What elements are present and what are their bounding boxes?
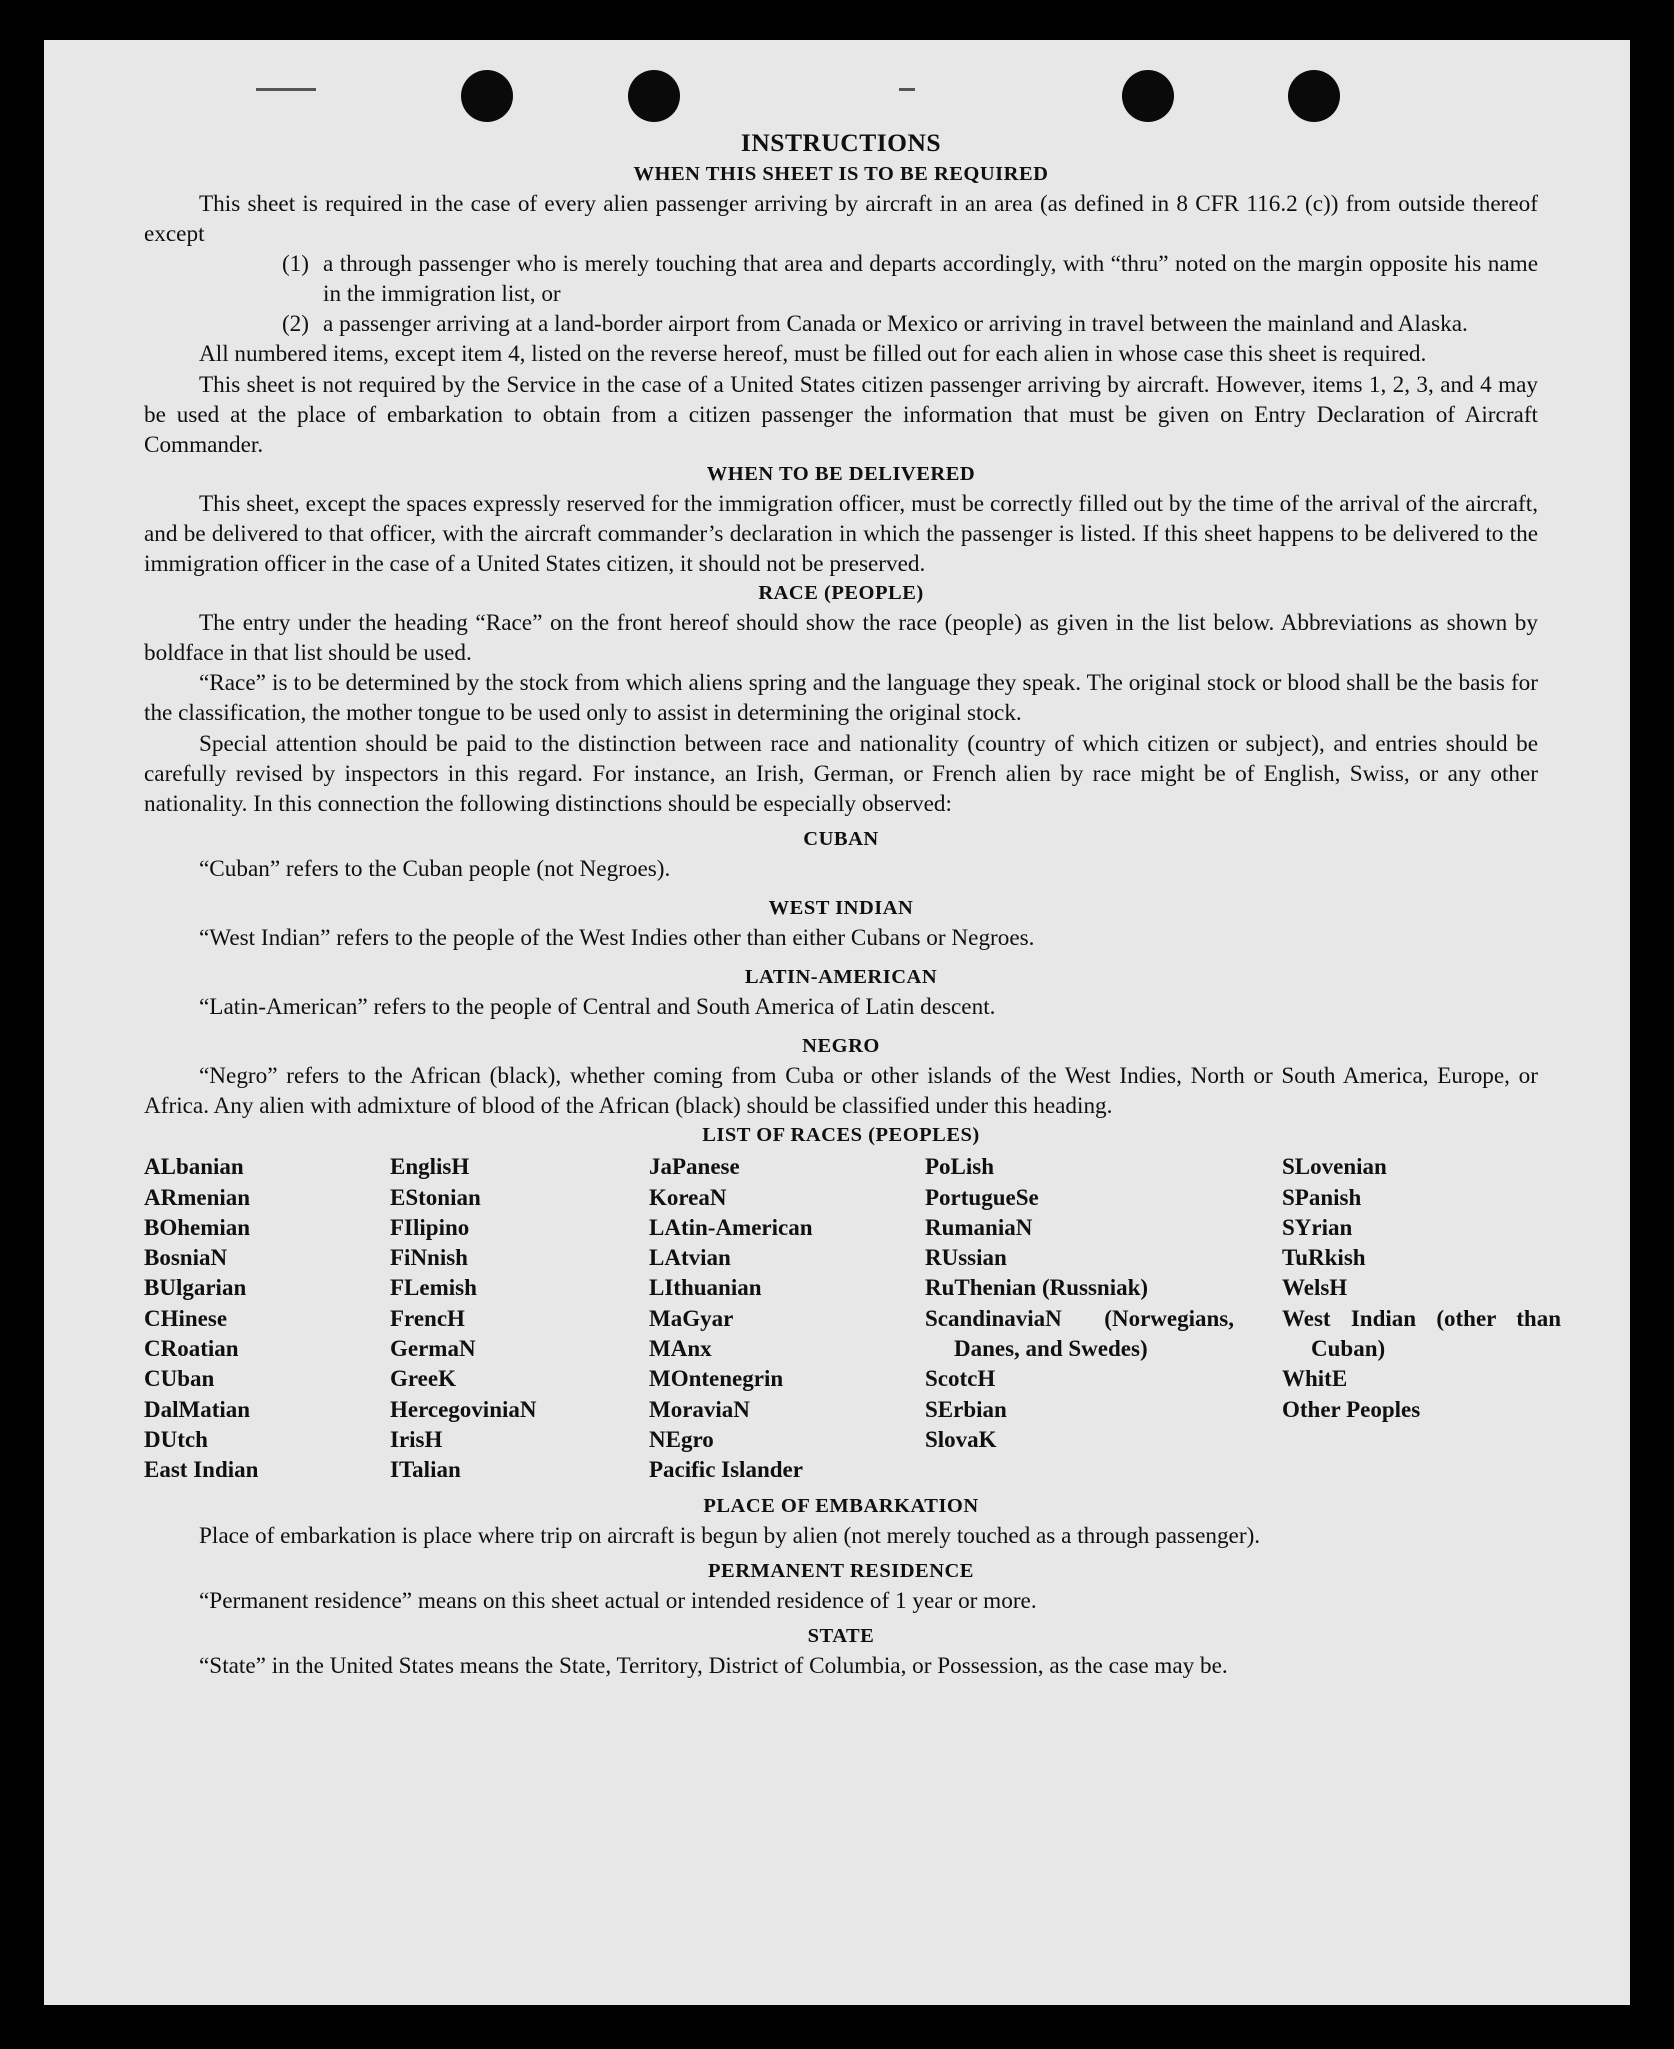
race-entry: FrencH (390, 1305, 465, 1331)
race-entry: CHinese (144, 1305, 228, 1331)
race-entry: FLemish (390, 1275, 477, 1301)
item-text: a through passenger who is merely touching that area and departs accordingly, with “thru” noted on the margin opposite his name in the immigration list, or (323, 251, 1538, 308)
paragraph: This sheet, except the spaces expressly reserved for the immigration officer, must be correctly filled out by the time of the arrival of the aircraft, and be delivered to that officer, with the aircraft commander’s declaration in which the passenger is listed. If this sheet happens to be delivered to the immigration officer in the case of a United States citizen, it should not be preserved. (144, 490, 1538, 578)
race-entry: SYrian (1282, 1214, 1353, 1240)
race-entry: MOntenegrin (649, 1366, 784, 1392)
race-entry: RuThenian (Russniak) (925, 1275, 1149, 1301)
page-title: INSTRUCTIONS (740, 128, 942, 157)
section-heading: PERMANENT RESIDENCE (708, 1559, 974, 1582)
race-entry: WhitE (1282, 1366, 1348, 1392)
race-entry: WelsH (1282, 1275, 1348, 1301)
race-entry: MAnx (649, 1336, 712, 1362)
paragraph: “State” in the United States means the State, Territory, District of Columbia, or Possession, as the case may be. (199, 1652, 1228, 1679)
section-heading: STATE (807, 1624, 875, 1647)
punch-hole (628, 70, 680, 122)
section-heading: LIST OF RACES (PEOPLES) (702, 1124, 980, 1147)
race-entry: PortugueSe (925, 1184, 1039, 1210)
item-number: (1) (281, 251, 309, 278)
race-entry: SPanish (1282, 1184, 1362, 1210)
paragraph: This sheet is not required by the Service in the case of a United States citizen passenger arriving by aircraft. However, items 1, 2, 3, and 4 may be used at the place of embarkation to obtain from a citizen passenger the information that must be given on Entry Declaration of Aircraft Commander. (144, 371, 1538, 458)
races-column (144, 1152, 390, 1485)
scan-mark (256, 88, 316, 91)
races-column (390, 1152, 649, 1485)
paragraph: All numbered items, except item 4, listed on the reverse hereof, must be filled out for each alien in whose case this sheet is required. (199, 341, 1427, 368)
race-entry: ScotcH (925, 1366, 996, 1392)
paragraph: “Permanent residence” means on this sheet actual or intended residence of 1 year or more. (199, 1587, 1037, 1614)
punch-hole (461, 70, 513, 122)
section-heading: WHEN TO BE DELIVERED (706, 462, 976, 485)
race-entry: ITalian (390, 1457, 461, 1483)
race-entry: DUtch (144, 1426, 208, 1452)
race-entry: MaGyar (649, 1305, 734, 1331)
punch-hole (1288, 70, 1340, 122)
section-heading: LATIN-AMERICAN (744, 965, 938, 988)
race-entry: LIthuanian (649, 1275, 762, 1301)
instructions-content (144, 126, 1561, 1681)
race-entry: GermaN (390, 1336, 476, 1362)
race-entry: BUlgarian (144, 1275, 247, 1301)
section-heading: RACE (PEOPLE) (758, 582, 924, 605)
races-list (144, 1152, 1561, 1485)
races-column (1282, 1152, 1561, 1485)
race-entry: LAtvian (649, 1245, 731, 1271)
race-entry: FIlipino (390, 1214, 470, 1240)
race-entry: West Indian (other than Cuban) (1282, 1305, 1561, 1362)
race-entry: East Indian (144, 1457, 259, 1483)
race-entry: HercegoviniaN (390, 1396, 537, 1422)
race-entry: MoraviaN (649, 1396, 750, 1422)
list-item (144, 309, 1538, 339)
section-heading: WEST INDIAN (768, 896, 914, 919)
paragraph: Special attention should be paid to the distinction between race and nationality (country of which citizen or subject), and entries should be carefully revised by inspectors in this regard. For instance, an Irish, German, or French alien by race might be of English, Swiss, or any other nationality. In this connection the following distinctions should be especially observed: (144, 730, 1538, 817)
race-entry: DalMatian (144, 1396, 251, 1422)
race-entry: TuRkish (1282, 1245, 1366, 1271)
section-heading: WHEN THIS SHEET IS TO BE REQUIRED (633, 163, 1049, 185)
scan-mark (899, 88, 915, 91)
paragraph: “Cuban” refers to the Cuban people (not Negroes). (199, 855, 671, 882)
race-entry: Pacific Islander (649, 1457, 803, 1483)
race-entry: BOhemian (144, 1214, 251, 1240)
document-sheet (44, 40, 1630, 2005)
race-entry: SErbian (925, 1396, 1007, 1422)
section-heading: PLACE OF EMBARKATION (703, 1494, 979, 1517)
race-entry: RumaniaN (925, 1214, 1033, 1240)
paragraph: “Latin-American” refers to the people of Central and South America of Latin descent. (199, 993, 996, 1020)
section-heading: NEGRO (802, 1035, 880, 1058)
race-entry: ScandinaviaN (Norwegians, Danes, and Swedes) (925, 1305, 1234, 1362)
race-entry: JaPanese (649, 1154, 740, 1180)
race-entry: GreeK (390, 1366, 456, 1392)
race-entry: LAtin-American (649, 1214, 813, 1240)
race-entry: CUban (144, 1366, 215, 1392)
race-entry: SLovenian (1282, 1154, 1387, 1180)
paragraph: “Negro” refers to the African (black), whether coming from Cuba or other islands of the West Indies, North or South America, Europe, or Africa. Any alien with admixture of blood of the African (black) should be classified under this heading. (144, 1063, 1538, 1120)
race-entry: PoLish (925, 1154, 995, 1180)
race-entry: FiNnish (390, 1245, 468, 1271)
punch-hole (1122, 70, 1174, 122)
race-entry: KoreaN (649, 1184, 727, 1210)
races-column (649, 1152, 925, 1485)
race-entry: ALbanian (144, 1154, 244, 1180)
section-heading: CUBAN (803, 827, 879, 850)
paragraph: The entry under the heading “Race” on the front hereof should show the race (people) as given in the list below. Abbreviations as shown by boldface in that list should be used. (144, 610, 1538, 667)
list-item (144, 249, 1538, 309)
race-entry: RUssian (925, 1245, 1007, 1271)
race-entry: ARmenian (144, 1184, 251, 1210)
paragraph: Place of embarkation is place where trip on aircraft is begun by alien (not merely touched as a through passenger). (199, 1522, 1261, 1549)
race-entry: NEgro (649, 1426, 714, 1452)
races-column (925, 1152, 1282, 1485)
race-entry: CRoatian (144, 1336, 239, 1362)
paragraph: This sheet is required in the case of every alien passenger arriving by aircraft in an area (as defined in 8 CFR 116.2 (c)) from outside thereof except (144, 191, 1538, 248)
race-entry: SlovaK (925, 1426, 997, 1452)
item-number: (2) (281, 311, 309, 338)
race-entry: BosniaN (144, 1245, 228, 1271)
race-entry: EnglisH (390, 1154, 470, 1180)
race-entry: Other Peoples (1282, 1396, 1421, 1422)
race-entry: IrisH (390, 1426, 443, 1452)
paragraph: “West Indian” refers to the people of the West Indies other than either Cubans or Negroes. (199, 924, 1035, 951)
paragraph: “Race” is to be determined by the stock from which aliens spring and the language they speak. The original stock or blood shall be the basis for the classification, the mother tongue to be used only to assist in determining the original stock. (144, 670, 1538, 727)
race-entry: EStonian (390, 1184, 481, 1210)
item-text: a passenger arriving at a land-border airport from Canada or Mexico or arriving in travel between the mainland and Alaska. (323, 311, 1468, 338)
